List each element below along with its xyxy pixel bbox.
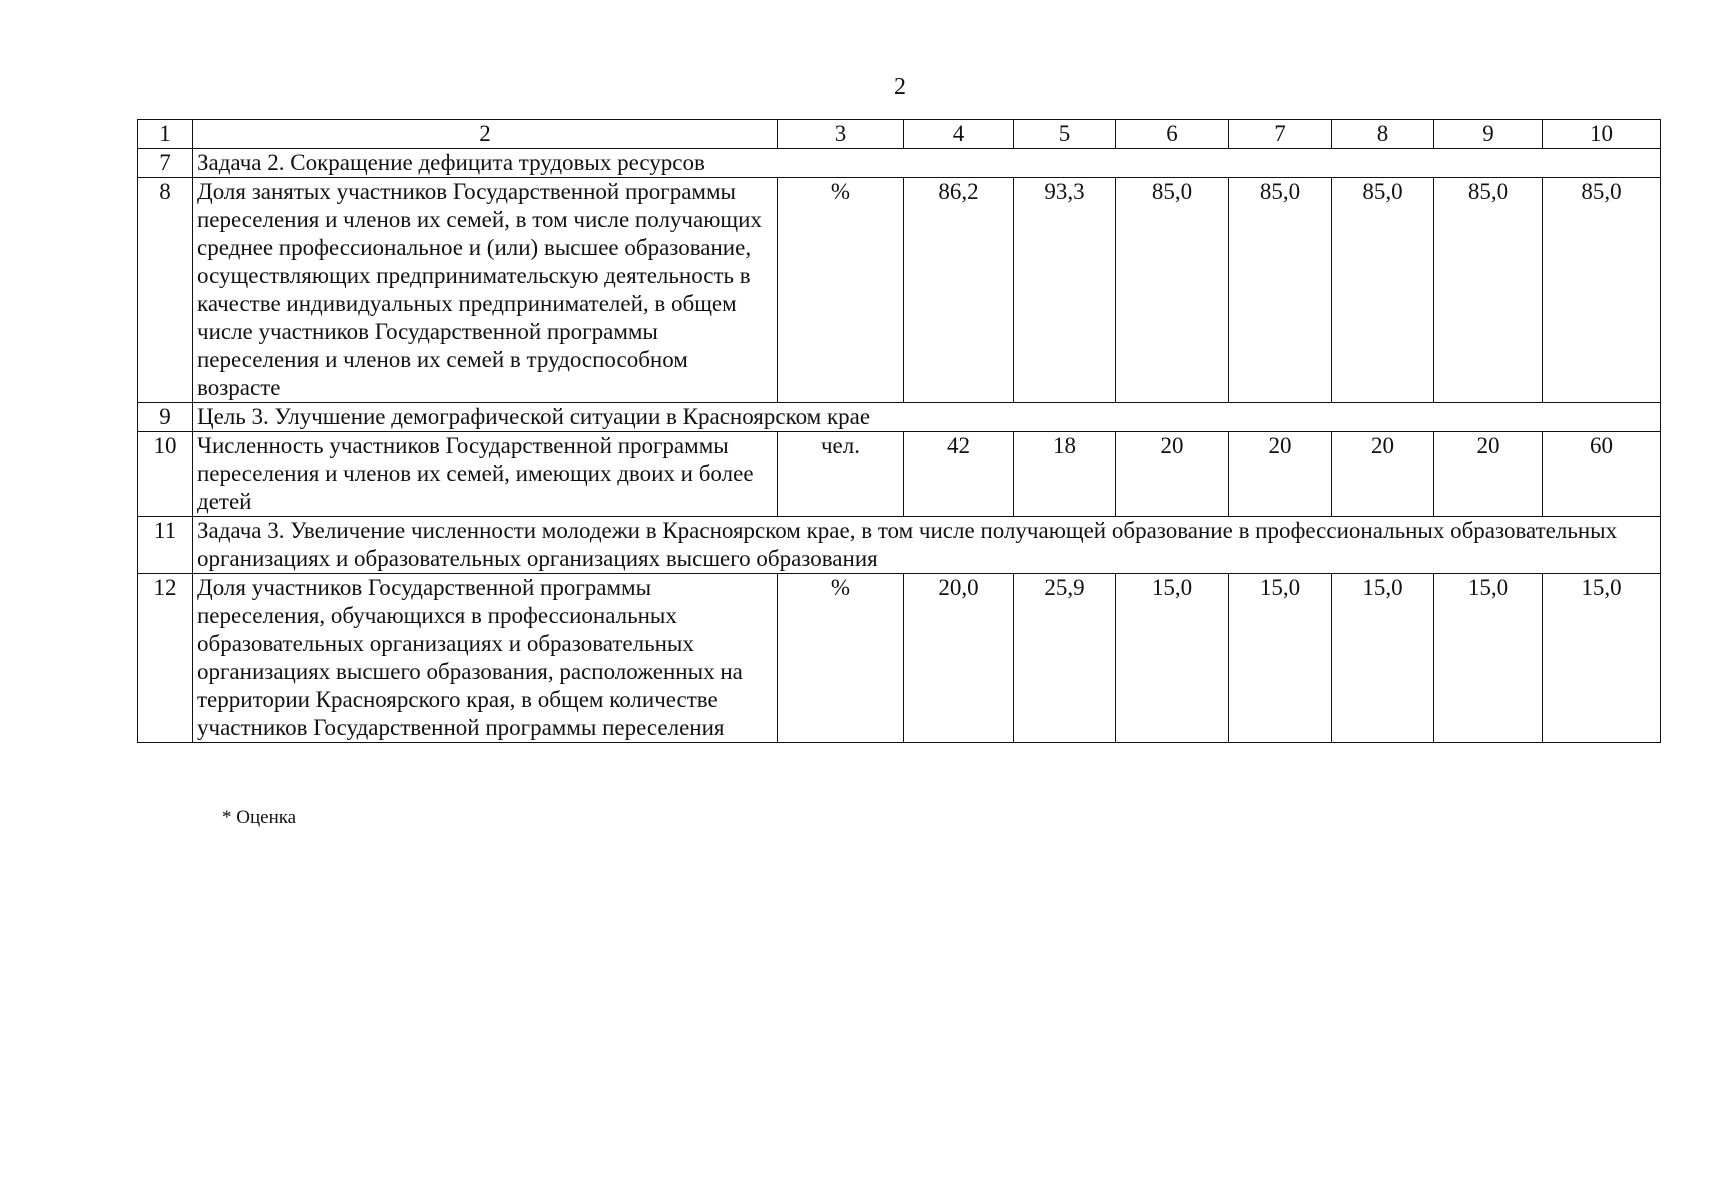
- value-cell: 15,0: [1332, 574, 1434, 743]
- value-cell: 25,9: [1014, 574, 1116, 743]
- unit-cell: %: [778, 574, 904, 743]
- row-number: 11: [138, 517, 193, 574]
- header-cell: 6: [1116, 120, 1229, 149]
- value-cell: 20: [1434, 432, 1543, 517]
- value-cell: 42: [904, 432, 1014, 517]
- row-number: 12: [138, 574, 193, 743]
- value-cell: 15,0: [1116, 574, 1229, 743]
- header-cell: 10: [1543, 120, 1661, 149]
- value-cell: 85,0: [1332, 178, 1434, 403]
- row-number: 10: [138, 432, 193, 517]
- table-row-section: [138, 149, 1661, 178]
- value-cell: 85,0: [1229, 178, 1332, 403]
- value-cell: 85,0: [1543, 178, 1661, 403]
- value-cell: 60: [1543, 432, 1661, 517]
- table-row: [138, 178, 1661, 403]
- value-cell: 86,2: [904, 178, 1014, 403]
- table-row: [138, 574, 1661, 743]
- value-cell: 20: [1229, 432, 1332, 517]
- section-title: Цель 3. Улучшение демографической ситуации в Красноярском крае: [193, 403, 1661, 432]
- value-cell: 20,0: [904, 574, 1014, 743]
- header-cell: 9: [1434, 120, 1543, 149]
- table-row-section: [138, 517, 1661, 574]
- header-cell: 4: [904, 120, 1014, 149]
- header-cell: 8: [1332, 120, 1434, 149]
- header-cell: 3: [778, 120, 904, 149]
- table-header-row: [138, 120, 1661, 149]
- header-cell: 1: [138, 120, 193, 149]
- page-number: 2: [894, 74, 906, 100]
- unit-cell: %: [778, 178, 904, 403]
- table-row: [138, 432, 1661, 517]
- value-cell: 20: [1332, 432, 1434, 517]
- value-cell: 20: [1116, 432, 1229, 517]
- indicator-description: Численность участников Государственной программы переселения и членов их семей, имеющих двоих и более детей: [193, 432, 778, 517]
- indicators-table: [137, 119, 1661, 743]
- value-cell: 15,0: [1434, 574, 1543, 743]
- row-number: 9: [138, 403, 193, 432]
- value-cell: 18: [1014, 432, 1116, 517]
- header-cell: 5: [1014, 120, 1116, 149]
- section-title: Задача 3. Увеличение численности молодежи в Красноярском крае, в том числе получающей образование в профессиональных образовательных организациях и образовательных организациях высшего образования: [193, 517, 1661, 574]
- footnote: * Оценка: [222, 807, 297, 828]
- value-cell: 93,3: [1014, 178, 1116, 403]
- header-cell: 7: [1229, 120, 1332, 149]
- row-number: 8: [138, 178, 193, 403]
- header-cell: 2: [193, 120, 778, 149]
- value-cell: 15,0: [1543, 574, 1661, 743]
- value-cell: 85,0: [1434, 178, 1543, 403]
- indicator-description: Доля занятых участников Государственной программы переселения и членов их семей, в том числе получающих среднее профессиональное и (или) высшее образование, осуществляющих предпринимательскую деятельность в качестве индивидуальных предпринимателей, в общем числе участников Государственной программы переселения и членов их семей в трудоспособном возрасте: [193, 178, 778, 403]
- row-number: 7: [138, 149, 193, 178]
- unit-cell: чел.: [778, 432, 904, 517]
- table-row-section: [138, 403, 1661, 432]
- value-cell: 85,0: [1116, 178, 1229, 403]
- section-title: Задача 2. Сокращение дефицита трудовых ресурсов: [193, 149, 1661, 178]
- value-cell: 15,0: [1229, 574, 1332, 743]
- indicator-description: Доля участников Государственной программы переселения, обучающихся в профессиональных образовательных организациях и образовательных организациях высшего образования, расположенных на территории Красноярского края, в общем количестве участников Государственной программы переселения: [193, 574, 778, 743]
